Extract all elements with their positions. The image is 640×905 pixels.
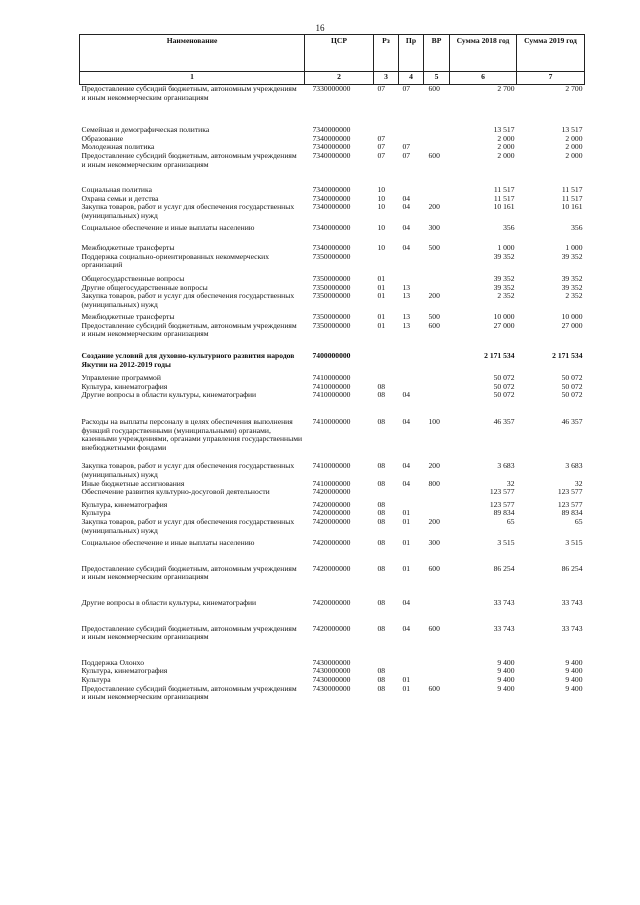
cell-name: Семейная и демографическая политика — [81, 125, 210, 135]
cell-sum-2019: 10 161 — [561, 202, 583, 212]
cell-sum-2019: 2 000 — [565, 142, 583, 152]
header-row — [80, 35, 585, 72]
cell-pr: 01 — [402, 674, 411, 684]
cell-name: Образование — [81, 133, 124, 143]
cell-csr: 7340000000 — [312, 150, 351, 160]
cell-sum-2019: 10 000 — [561, 312, 583, 322]
cell-rz: 10 — [377, 222, 386, 232]
cell-sum-2019: 13 517 — [561, 125, 583, 135]
table-row — [80, 535, 585, 548]
cell-vr: 200 — [428, 291, 440, 301]
cell-rz: 10 — [377, 243, 386, 253]
cell-csr: 7420000000 — [312, 516, 351, 526]
cell-csr: 7420000000 — [312, 563, 351, 573]
cell-rz — [374, 369, 399, 383]
cell-vr: 100 — [428, 417, 440, 427]
page-number: 16 — [315, 23, 325, 33]
table-row — [80, 322, 585, 339]
cell-sum-2018: 10 000 — [493, 312, 515, 322]
table-row — [80, 685, 585, 702]
cell-csr: 7330000000 — [312, 84, 351, 93]
cell-name: Другие вопросы в области культуры, кинематографии — [81, 390, 257, 400]
cell-rz — [374, 339, 399, 369]
cell-vr — [424, 253, 450, 270]
cell-sum-2019: 9 400 — [565, 683, 583, 693]
cell-rz: 10 — [377, 185, 386, 195]
cell-pr: 04 — [402, 417, 411, 427]
cell-rz: 08 — [377, 666, 386, 676]
cell-sum-2018: 9 400 — [497, 674, 515, 684]
cell-csr: 7350000000 — [312, 273, 351, 283]
cell-sum-2018: 1 000 — [497, 243, 515, 253]
col-number: 4 — [399, 72, 424, 85]
table-row — [80, 548, 585, 582]
cell-pr: 01 — [402, 516, 411, 526]
cell-sum-2018: 50 072 — [493, 373, 515, 383]
cell-sum-2018: 39 352 — [493, 273, 515, 283]
cell-pr: 04 — [402, 390, 411, 400]
table-row — [80, 391, 585, 400]
col-number: 3 — [374, 72, 399, 85]
cell-rz: 10 — [377, 202, 386, 212]
cell-name: Другие вопросы в области культуры, кинематографии — [81, 597, 257, 607]
cell-name: Социальное обеспечение и иные выплаты населению — [81, 538, 255, 548]
cell-vr — [424, 102, 450, 135]
cell-name: Общегосударственные вопросы — [81, 273, 185, 283]
cell-sum-2018: 2 700 — [497, 84, 515, 93]
table-row — [80, 309, 585, 322]
cell-csr: 7340000000 — [312, 142, 351, 152]
cell-sum-2018: 33 743 — [493, 597, 515, 607]
table-body — [80, 85, 585, 702]
cell-pr: 13 — [402, 320, 411, 330]
col-header-csr: ЦСР — [305, 35, 374, 72]
cell-name: Закупка товаров, работ и услуг для обеспечения государственных (муниципальных) нужд — [81, 202, 295, 220]
cell-vr: 600 — [428, 84, 440, 93]
cell-sum-2019: 39 352 — [561, 251, 583, 261]
cell-csr: 7420000000 — [312, 623, 351, 633]
cell-rz — [374, 642, 399, 668]
cell-csr: 7350000000 — [312, 282, 351, 292]
cell-vr: 800 — [428, 478, 440, 488]
cell-pr: 04 — [402, 461, 411, 471]
cell-sum-2018: 46 357 — [493, 417, 515, 427]
cell-sum-2019: 9 400 — [565, 657, 583, 667]
cell-rz: 07 — [377, 142, 386, 152]
cell-sum-2018: 39 352 — [493, 282, 515, 292]
cell-name: Предоставление субсидий бюджетным, автономным учреждениям и иным некоммерческим организациям — [81, 84, 297, 102]
table-row — [80, 518, 585, 535]
table-row — [80, 339, 585, 369]
cell-pr — [399, 642, 424, 668]
cell-sum-2019: 2 352 — [565, 291, 583, 301]
col-header-vr: ВР — [424, 35, 450, 72]
cell-name: Создание условий для духовно-культурного развития народов Якутии на 2012-2019 годы — [81, 351, 295, 369]
cell-csr: 7340000000 — [312, 125, 351, 135]
cell-csr: 7430000000 — [312, 666, 351, 676]
cell-csr: 7430000000 — [312, 674, 351, 684]
cell-name: Культура — [81, 508, 111, 518]
cell-pr — [399, 169, 424, 195]
cell-vr — [424, 391, 450, 400]
table-row — [80, 221, 585, 233]
cell-pr: 04 — [402, 243, 411, 253]
cell-pr — [399, 488, 424, 497]
cell-sum-2019: 27 000 — [561, 320, 583, 330]
cell-pr — [399, 339, 424, 369]
cell-csr: 7410000000 — [312, 390, 351, 400]
cell-sum-2019: 50 072 — [561, 373, 583, 383]
cell-pr: 13 — [402, 291, 411, 301]
cell-pr: 04 — [402, 202, 411, 212]
cell-csr: 7420000000 — [312, 487, 351, 497]
column-number-row — [80, 72, 585, 85]
table-row — [80, 169, 585, 195]
cell-csr: 7420000000 — [312, 538, 351, 548]
cell-pr — [399, 253, 424, 270]
cell-rz: 10 — [377, 193, 386, 203]
cell-vr — [424, 135, 450, 144]
col-number: 1 — [80, 72, 305, 85]
cell-rz — [374, 102, 399, 135]
cell-csr: 7420000000 — [312, 499, 351, 509]
cell-rz: 07 — [377, 133, 386, 143]
cell-rz: 08 — [377, 508, 386, 518]
cell-sum-2018: 65 — [506, 516, 515, 526]
cell-vr: 600 — [428, 320, 440, 330]
col-header-name: Наименование — [80, 35, 305, 72]
cell-pr: 04 — [402, 478, 411, 488]
cell-csr: 7420000000 — [312, 508, 351, 518]
cell-rz: 01 — [377, 282, 386, 292]
cell-name: Предоставление субсидий бюджетным, автономным учреждениям и иным некоммерческим организациям — [81, 563, 297, 582]
cell-vr: 300 — [428, 538, 440, 548]
table-row — [80, 102, 585, 135]
cell-rz: 08 — [377, 623, 386, 633]
cell-sum-2018: 3 515 — [497, 538, 515, 548]
cell-csr: 7340000000 — [312, 193, 351, 203]
cell-pr: 04 — [402, 222, 411, 232]
cell-vr: 200 — [428, 202, 440, 212]
cell-sum-2018: 9 400 — [497, 666, 515, 676]
cell-pr — [399, 270, 424, 284]
cell-sum-2018: 11 517 — [493, 193, 515, 203]
cell-vr — [424, 488, 450, 497]
cell-csr: 7410000000 — [312, 417, 351, 427]
cell-sum-2019: 33 743 — [561, 597, 583, 607]
cell-pr: 13 — [402, 282, 411, 292]
cell-sum-2019: 50 072 — [561, 390, 583, 400]
cell-name: Культура, кинематография — [81, 499, 168, 509]
col-header-pr: Пр — [399, 35, 424, 72]
cell-sum-2018: 50 072 — [493, 390, 515, 400]
cell-sum-2018: 123 577 — [489, 487, 515, 497]
table-row — [80, 203, 585, 220]
cell-pr: 04 — [402, 597, 411, 607]
cell-vr — [424, 667, 450, 676]
cell-vr: 500 — [428, 243, 440, 253]
col-number: 6 — [450, 72, 517, 85]
cell-vr — [424, 383, 450, 392]
cell-sum-2018: 9 400 — [497, 683, 515, 693]
cell-sum-2019: 123 577 — [557, 487, 583, 497]
cell-name: Обеспечение развития культурно-досуговой деятельности — [81, 487, 270, 497]
col-header-sum2018: Сумма 2018 год — [450, 35, 517, 72]
cell-csr: 7340000000 — [312, 202, 351, 212]
cell-name: Закупка товаров, работ и услуг для обеспечения государственных (муниципальных) нужд — [81, 516, 295, 535]
cell-sum-2018: 89 834 — [493, 508, 515, 518]
table-row — [80, 292, 585, 309]
cell-name: Молодежная политика — [81, 142, 155, 152]
cell-vr — [424, 642, 450, 668]
table-row — [80, 488, 585, 497]
cell-sum-2018: 10 161 — [493, 202, 515, 212]
cell-sum-2019: 33 743 — [561, 623, 583, 633]
cell-vr: 200 — [428, 516, 440, 526]
cell-sum-2019: 39 352 — [561, 273, 583, 283]
cell-vr — [424, 582, 450, 608]
cell-sum-2019: 2 171 534 — [552, 351, 583, 361]
table-row — [80, 369, 585, 383]
cell-sum-2019: 356 — [571, 222, 583, 232]
cell-csr: 7340000000 — [312, 243, 351, 253]
cell-name: Предоставление субсидий бюджетным, автономным учреждениям и иным некоммерческим организациям — [81, 320, 297, 339]
table-row — [80, 642, 585, 668]
cell-sum-2018: 27 000 — [493, 320, 515, 330]
cell-sum-2019: 9 400 — [565, 666, 583, 676]
cell-rz: 08 — [377, 674, 386, 684]
cell-vr: 200 — [428, 461, 440, 471]
cell-name: Иные бюджетные ассигнования — [81, 478, 185, 488]
cell-vr: 600 — [428, 150, 440, 160]
cell-rz: 08 — [377, 683, 386, 693]
cell-sum-2019: 2 000 — [565, 150, 583, 160]
cell-name: Культура, кинематография — [81, 381, 168, 391]
cell-sum-2019: 32 — [574, 478, 583, 488]
cell-rz: 01 — [377, 291, 386, 301]
cell-vr: 600 — [428, 563, 440, 573]
cell-sum-2019: 123 577 — [557, 499, 583, 509]
cell-name: Социальная политика — [81, 185, 152, 195]
cell-pr: 01 — [402, 508, 411, 518]
cell-name: Межбюджетные трансферты — [81, 312, 175, 322]
budget-table — [79, 34, 585, 702]
cell-sum-2018: 2 000 — [497, 150, 515, 160]
cell-rz: 01 — [377, 320, 386, 330]
cell-sum-2018: 9 400 — [497, 657, 515, 667]
cell-rz: 08 — [377, 516, 386, 526]
cell-name: Поддержка социально-ориентированных некоммерческих организаций — [81, 251, 270, 270]
cell-rz: 08 — [377, 563, 386, 573]
cell-name: Расходы на выплаты персоналу в целях обеспечения выполнения функций государственными (муниципальными) органами, казенными учреждениями, органами управления государственными внебюджетными фондами — [81, 417, 303, 452]
cell-pr: 07 — [402, 150, 411, 160]
cell-rz: 08 — [377, 417, 386, 427]
cell-sum-2019: 2 000 — [565, 133, 583, 143]
cell-pr — [399, 369, 424, 383]
cell-pr: 13 — [402, 312, 411, 322]
cell-csr: 7350000000 — [312, 312, 351, 322]
cell-csr: 7350000000 — [312, 251, 351, 261]
cell-rz: 07 — [377, 84, 386, 93]
cell-csr: 7420000000 — [312, 597, 351, 607]
cell-sum-2018: 2 000 — [497, 133, 515, 143]
cell-pr: 07 — [402, 84, 411, 93]
cell-pr: 07 — [402, 142, 411, 152]
cell-sum-2018: 3 683 — [497, 461, 515, 471]
cell-sum-2018: 50 072 — [493, 381, 515, 391]
table-row — [80, 400, 585, 452]
table-row — [80, 152, 585, 169]
cell-name: Закупка товаров, работ и услуг для обеспечения государственных (муниципальных) нужд — [81, 291, 295, 309]
cell-sum-2019: 3 683 — [565, 461, 583, 471]
cell-pr: 01 — [402, 538, 411, 548]
cell-csr: 7410000000 — [312, 461, 351, 471]
cell-name: Другие общегосударственные вопросы — [81, 282, 208, 292]
cell-csr: 7340000000 — [312, 222, 351, 232]
cell-name: Социальное обеспечение и иные выплаты населению — [81, 222, 255, 232]
table-row — [80, 85, 585, 103]
cell-vr: 600 — [428, 623, 440, 633]
cell-sum-2018: 2 000 — [497, 142, 515, 152]
cell-rz: 08 — [377, 597, 386, 607]
cell-sum-2019: 3 515 — [565, 538, 583, 548]
cell-rz: 08 — [377, 381, 386, 391]
cell-sum-2019: 50 072 — [561, 381, 583, 391]
cell-sum-2019: 1 000 — [565, 243, 583, 253]
cell-rz: 08 — [377, 499, 386, 509]
table-row — [80, 232, 585, 253]
cell-sum-2018: 39 352 — [493, 251, 515, 261]
cell-vr: 500 — [428, 312, 440, 322]
col-number: 5 — [424, 72, 450, 85]
cell-csr: 7410000000 — [312, 478, 351, 488]
cell-sum-2019: 65 — [574, 516, 583, 526]
table-row — [80, 582, 585, 608]
cell-pr: 04 — [402, 623, 411, 633]
cell-name: Охрана семьи и детства — [81, 193, 159, 203]
cell-rz — [374, 253, 399, 270]
cell-rz: 08 — [377, 538, 386, 548]
cell-name: Межбюджетные трансферты — [81, 243, 175, 253]
cell-sum-2019: 89 834 — [561, 508, 583, 518]
cell-vr: 300 — [428, 222, 440, 232]
cell-sum-2018: 2 171 534 — [484, 351, 515, 361]
cell-rz: 01 — [377, 312, 386, 322]
cell-rz: 08 — [377, 390, 386, 400]
cell-rz: 07 — [377, 150, 386, 160]
cell-sum-2018: 32 — [506, 478, 515, 488]
cell-sum-2019: 86 254 — [561, 563, 583, 573]
table-row — [80, 253, 585, 270]
cell-sum-2018: 2 352 — [497, 291, 515, 301]
cell-sum-2019: 11 517 — [561, 185, 583, 195]
cell-csr: 7400000000 — [312, 351, 351, 361]
cell-csr: 7410000000 — [312, 373, 351, 383]
cell-pr: 04 — [402, 193, 411, 203]
cell-rz: 08 — [377, 461, 386, 471]
col-number: 2 — [305, 72, 374, 85]
col-number: 7 — [517, 72, 585, 85]
cell-sum-2019: 39 352 — [561, 282, 583, 292]
cell-sum-2018: 13 517 — [493, 125, 515, 135]
cell-vr — [424, 497, 450, 510]
cell-sum-2019: 2 700 — [565, 84, 583, 93]
cell-name: Культура, кинематография — [81, 666, 168, 676]
col-header-rz: Рз — [374, 35, 399, 72]
cell-rz — [374, 488, 399, 497]
table-row — [80, 452, 585, 479]
cell-rz: 01 — [377, 273, 386, 283]
cell-sum-2018: 33 743 — [493, 623, 515, 633]
cell-vr — [424, 339, 450, 369]
cell-sum-2019: 46 357 — [561, 417, 583, 427]
cell-sum-2019: 11 517 — [561, 193, 583, 203]
table-row — [80, 608, 585, 642]
cell-csr: 7350000000 — [312, 291, 351, 301]
cell-csr: 7430000000 — [312, 683, 351, 693]
cell-sum-2018: 86 254 — [493, 563, 515, 573]
cell-name: Закупка товаров, работ и услуг для обеспечения государственных (муниципальных) нужд — [81, 461, 295, 479]
cell-vr — [424, 369, 450, 383]
cell-vr — [424, 169, 450, 195]
table-row — [80, 270, 585, 284]
cell-pr: 01 — [402, 683, 411, 693]
cell-sum-2018: 356 — [503, 222, 515, 232]
cell-name: Поддержка Олонхо — [81, 657, 144, 667]
cell-sum-2018: 11 517 — [493, 185, 515, 195]
cell-name: Предоставление субсидий бюджетным, автономным учреждениям и иным некоммерческим организациям — [81, 623, 297, 642]
col-header-sum2019: Сумма 2019 год — [517, 35, 585, 72]
cell-csr: 7340000000 — [312, 133, 351, 143]
cell-vr — [424, 270, 450, 284]
cell-csr: 7410000000 — [312, 381, 351, 391]
cell-name: Культура — [81, 674, 111, 684]
cell-csr: 7340000000 — [312, 185, 351, 195]
cell-name: Предоставление субсидий бюджетным, автономным учреждениям и иным некоммерческим организациям — [81, 683, 297, 702]
cell-name: Управление программой — [81, 373, 161, 383]
cell-sum-2019: 9 400 — [565, 674, 583, 684]
cell-pr: 01 — [402, 563, 411, 573]
cell-name: Предоставление субсидий бюджетным, автономным учреждениям и иным некоммерческим организациям — [81, 150, 297, 169]
cell-csr: 7430000000 — [312, 657, 351, 667]
cell-csr: 7350000000 — [312, 320, 351, 330]
cell-vr: 600 — [428, 683, 440, 693]
cell-pr — [399, 102, 424, 135]
cell-sum-2018: 123 577 — [489, 499, 515, 509]
cell-rz: 08 — [377, 478, 386, 488]
